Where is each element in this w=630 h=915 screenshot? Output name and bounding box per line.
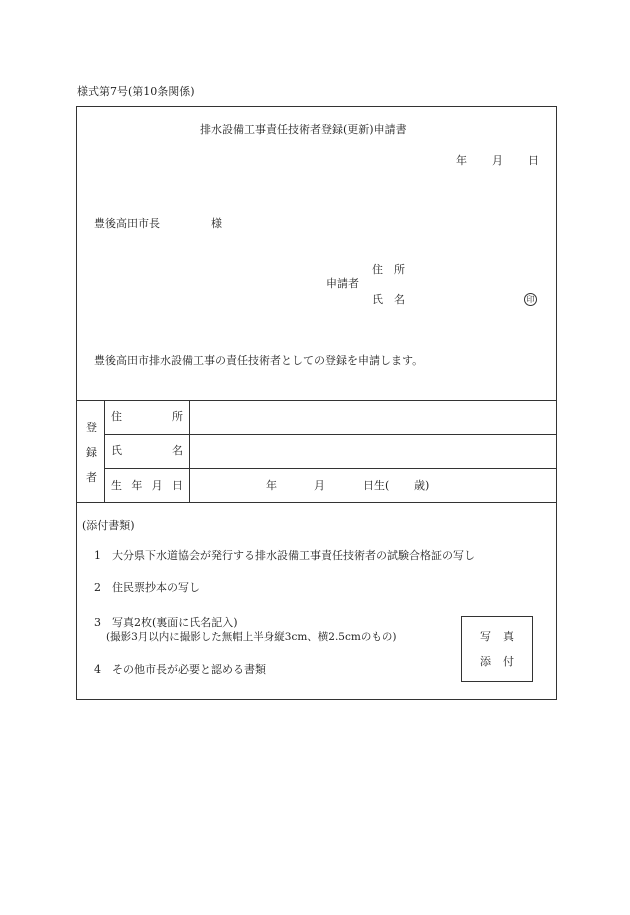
- photo-box-line-1: [480, 631, 514, 642]
- addressee-honorific: 様: [211, 217, 222, 230]
- registrant-side-char-1: 登: [86, 421, 97, 434]
- photo-box: [461, 616, 533, 682]
- date-month-label: 月: [492, 154, 503, 167]
- attachment-note-3: (撮影3月以内に撮影した無帽上半身縦3cm、横2.5cmのもの): [106, 631, 397, 643]
- photo-char-2: 真: [503, 630, 514, 643]
- attachment-text-1: 大分県下水道協会が発行する排水設備工事責任技術者の試験合格証の写し: [112, 549, 475, 562]
- photo-char-3: 添: [480, 655, 491, 668]
- registrant-dob-label: [111, 480, 183, 491]
- applicant-name-label: 氏 名: [372, 293, 405, 306]
- date-day-label: 日: [528, 154, 539, 167]
- photo-char-1: 写: [480, 630, 491, 643]
- form-number: 様式第7号(第10条関係): [77, 85, 195, 98]
- dob-day-age-label: 日生(: [363, 479, 390, 492]
- table-label-divider: [189, 400, 190, 502]
- attachment-text-3: 写真2枚(裏面に氏名記入): [112, 616, 238, 629]
- request-sentence: 豊後高田市排水設備工事の責任技術者としての登録を申請します。: [94, 354, 424, 367]
- registrant-side-char-2: 録: [86, 446, 97, 459]
- applicant-address-label: 住 所: [372, 263, 405, 276]
- registrant-side-char-3: 者: [86, 471, 97, 484]
- attachment-text-4: その他市長が必要と認める書類: [112, 663, 266, 676]
- dob-age-close-label: 歳): [414, 479, 430, 492]
- attachment-num-4: 4: [94, 663, 101, 676]
- name-char-2: 名: [172, 444, 183, 457]
- dob-year-label: 年: [266, 479, 277, 492]
- address-char-2: 所: [172, 410, 183, 423]
- dob-month-label: 月: [314, 479, 325, 492]
- attachment-num-2: 2: [94, 581, 101, 594]
- attachment-num-3: 3: [94, 616, 101, 629]
- attachment-text-2: 住民票抄本の写し: [112, 581, 200, 594]
- name-char-1: 氏: [111, 444, 122, 457]
- table-row-divider-1: [104, 434, 557, 435]
- attachments-header: (添付書類): [82, 519, 135, 532]
- addressee-name: 豊後高田市長: [94, 217, 160, 230]
- table-bottom-border: [76, 502, 557, 503]
- registrant-name-label: [111, 445, 183, 456]
- dob-char-3: 月: [151, 479, 163, 492]
- dob-char-1: 生: [111, 479, 122, 492]
- applicant-label: 申請者: [326, 277, 359, 290]
- photo-char-4: 付: [503, 655, 514, 668]
- registrant-address-label: [111, 411, 183, 422]
- date-year-label: 年: [456, 154, 467, 167]
- form-title: 排水設備工事責任技術者登録(更新)申請書: [200, 123, 407, 136]
- attachment-num-1: 1: [94, 549, 101, 562]
- seal-mark: 印: [524, 293, 537, 306]
- table-side-divider: [104, 400, 105, 502]
- form-frame: [76, 106, 557, 700]
- table-top-border: [76, 400, 557, 401]
- dob-char-4: 日: [171, 479, 183, 492]
- photo-box-line-2: [480, 656, 514, 667]
- dob-char-2: 年: [131, 479, 143, 492]
- table-row-divider-2: [104, 468, 557, 469]
- address-char-1: 住: [111, 410, 122, 423]
